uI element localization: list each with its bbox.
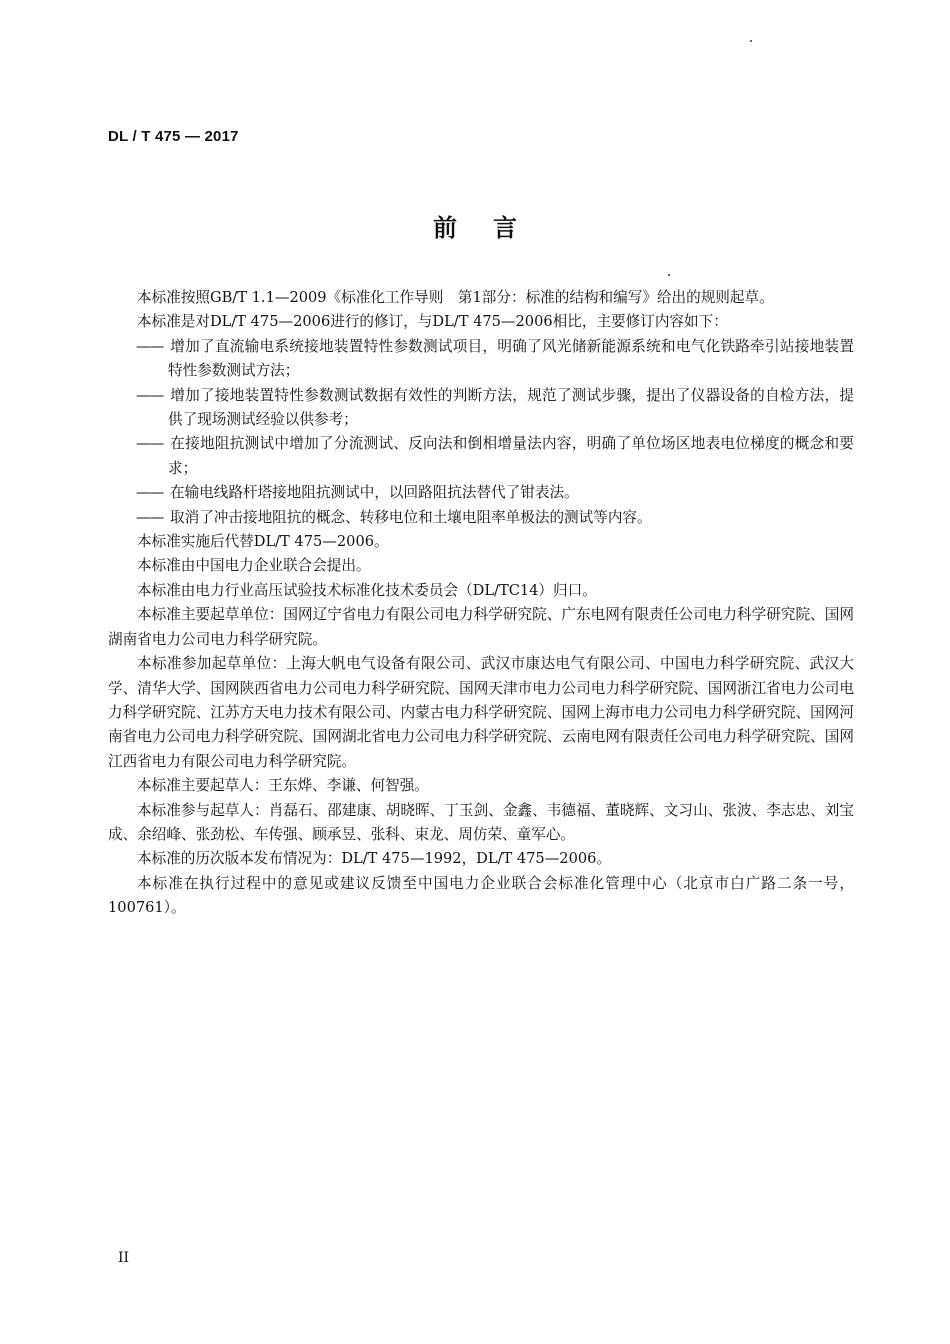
paragraph: 本标准由电力行业高压试验技术标准化技术委员会（DL/TC14）归口。 xyxy=(137,581,597,599)
page-title: 前言 xyxy=(433,214,553,242)
paragraph: 本标准参加起草单位：上海大帆电气设备有限公司、武汉市康达电气有限公司、中国电力科学研究院、武汉大学、清华大学、国网陕西省电力公司电力科学研究院、国网天津市电力公司电力科学研究院、国网浙江省电力公司电力科学研究院、江苏方天电力技术有限公司、内蒙古电力科学研究院、国网上海市电力公司电力科学研究院、国网河南省电力公司电力科学研究院、国网湖北省电力公司电力科学研究院、云南电网有限责任公司电力科学研究院、国网江西省电力有限公司电力科学研究院。 xyxy=(108,655,854,770)
dash-marker: —— xyxy=(136,508,164,526)
dash-marker: —— xyxy=(136,337,164,355)
paragraph: 本标准主要起草人：王东烨、李谦、何智强。 xyxy=(137,777,429,795)
paragraph: 本标准由中国电力企业联合会提出。 xyxy=(137,557,371,575)
dash-marker: —— xyxy=(136,386,164,404)
list-item xyxy=(108,384,854,433)
list-item-text: 在接地阻抗测试中增加了分流测试、反向法和倒相增量法内容，明确了单位场区地表电位梯度的概念和要求； xyxy=(168,435,854,477)
paragraph: 本标准的历次版本发布情况为：DL/T 475—1992，DL/T 475—2006。 xyxy=(137,850,612,868)
standard-code-header: DL / T 475 — 2017 xyxy=(108,128,239,145)
dash-marker: —— xyxy=(136,435,164,453)
list-item xyxy=(108,335,854,384)
paragraph: 本标准主要起草单位：国网辽宁省电力有限公司电力科学研究院、广东电网有限责任公司电力科学研究院、国网湖南省电力公司电力科学研究院。 xyxy=(108,606,854,648)
list-item xyxy=(108,481,854,505)
scan-dot xyxy=(668,274,670,276)
paragraph: 本标准按照GB/T 1.1—2009《标准化工作导则 第1部分：标准的结构和编写》给出的规则起草。 xyxy=(137,289,774,306)
list-item-text: 增加了接地装置特性参数测试数据有效性的判断方法，规范了测试步骤，提出了仪器设备的自检方法，提供了现场测试经验以供参考； xyxy=(168,386,854,429)
foreword-body xyxy=(108,286,854,921)
list-item xyxy=(108,432,854,481)
paragraph: 本标准在执行过程中的意见或建议反馈至中国电力企业联合会标准化管理中心（北京市白广路二条一号，100761）。 xyxy=(108,874,854,917)
list-item-text: 在输电线路杆塔接地阻抗测试中，以回路阻抗法替代了钳表法。 xyxy=(170,484,579,502)
list-item-text: 取消了冲击接地阻抗的概念、转移电位和土壤电阻率单极法的测试等内容。 xyxy=(170,508,652,526)
list-item xyxy=(108,506,854,530)
paragraph: 本标准实施后代替DL/T 475—2006。 xyxy=(137,533,389,551)
list-item-text: 增加了直流输电系统接地装置特性参数测试项目，明确了风光储新能源系统和电气化铁路牵引站接地装置特性参数测试方法； xyxy=(168,337,854,380)
dash-marker: —— xyxy=(136,484,164,502)
page-number: II xyxy=(118,1250,130,1266)
scan-dot xyxy=(750,40,752,42)
paragraph: 本标准参与起草人：肖磊石、邵建康、胡晓晖、丁玉剑、金鑫、韦德福、董晓辉、文习山、张波、李志忠、刘宝成、余绍峰、张劲松、车传强、顾承昱、张科、束龙、周仿荣、童军心。 xyxy=(108,801,854,843)
paragraph: 本标准是对DL/T 475—2006进行的修订，与DL/T 475—2006相比，主要修订内容如下： xyxy=(137,313,728,331)
